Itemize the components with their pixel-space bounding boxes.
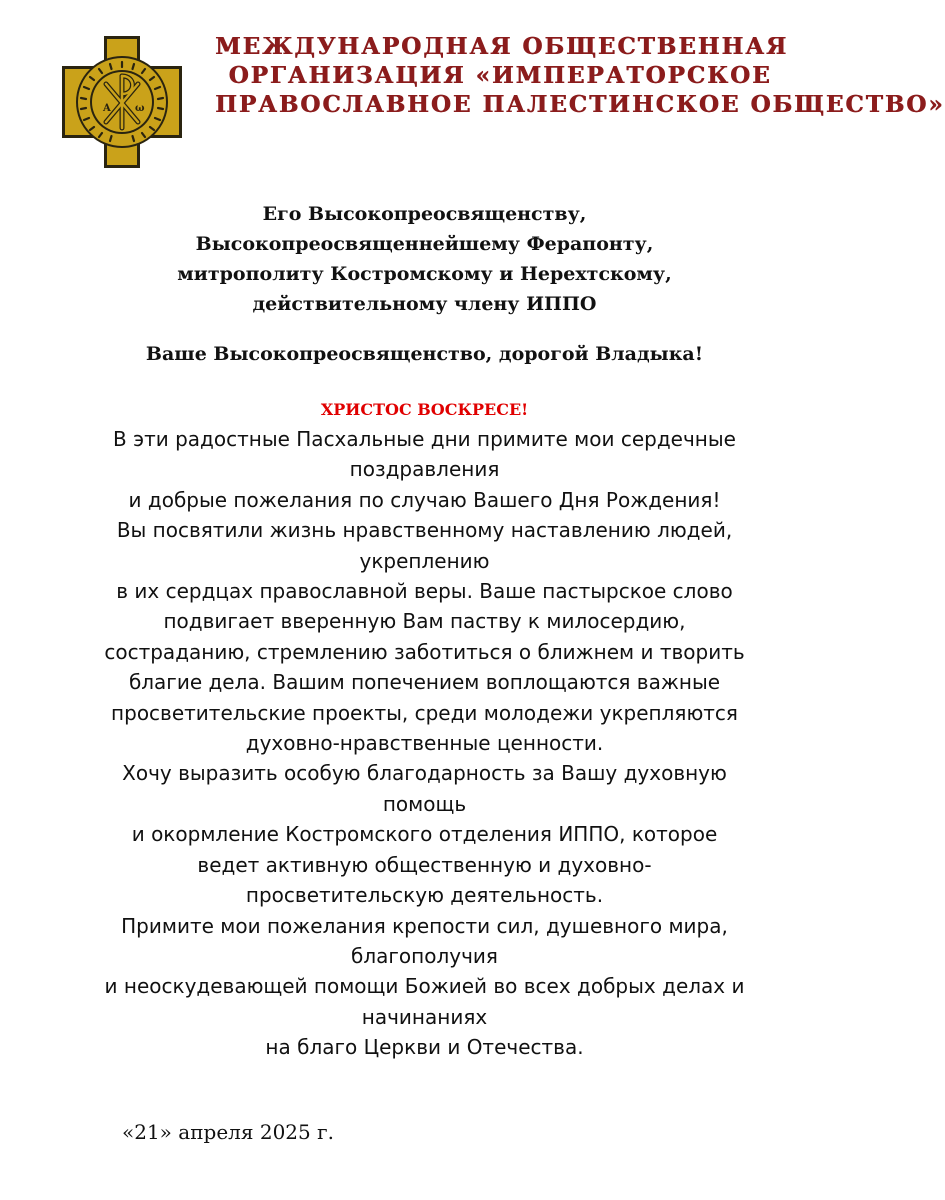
body-line: духовно-нравственные ценности. (245, 731, 604, 756)
addressee-line-2: Высокопреосвященнейшему Ферапонту, (195, 233, 654, 255)
body-line: и окормление Костромского отделения ИППО, которое (131, 822, 718, 847)
body-line: состраданию, стремлению заботиться о ближнем и творить (104, 639, 745, 664)
body-line: В эти радостные Пасхальные дни примите мои сердечные (113, 427, 736, 451)
body-line: на благо Церкви и Отечества. (265, 1035, 584, 1060)
addressee-line-3: митрополиту Костромскому и Нерехтскому, (177, 263, 672, 285)
body-line: Примите мои пожелания крепости сил, душевного мира, (121, 913, 728, 938)
chi-rho-cross-emblem-icon (62, 36, 182, 168)
body-line: ведет активную общественную и духовно- (197, 852, 652, 877)
body-line: благополучия (351, 943, 498, 968)
alpha-letter: Α (103, 103, 111, 114)
body-line: и добрые пожелания по случаю Вашего Дня Рождения! (128, 487, 721, 512)
letter-date: «21» апреля 2025 г. (122, 1120, 334, 1144)
omega-letter: ω (135, 103, 145, 114)
body-line: Хочу выразить особую благодарность за Вашу духовную (122, 761, 727, 786)
org-name-line-3: ПРАВОСЛАВНОЕ ПАЛЕСТИНСКОЕ ОБЩЕСТВО» (215, 91, 945, 118)
organization-name (215, 32, 945, 119)
org-name-line-2: ОРГАНИЗАЦИЯ «ИМПЕРАТОРСКОЕ (228, 62, 772, 89)
body-line: укреплению (359, 548, 490, 573)
body-line: благие дела. Вашим попечением воплощаются важные (128, 670, 721, 695)
body-line: начинаниях (361, 1004, 488, 1029)
org-name-line-1: МЕЖДУНАРОДНАЯ ОБЩЕСТВЕННАЯ (215, 33, 789, 60)
easter-greeting: ХРИСТОС ВОСКРЕСЕ! (320, 400, 529, 419)
body-line: и неоскудевающей помощи Божией во всех добрых делах и (104, 974, 745, 999)
body-line: просветительскую деятельность. (245, 883, 604, 908)
body-line: подвигает вверенную Вам паству к милосердию, (163, 609, 686, 634)
addressee-line-1: Его Высокопреосвященству, (262, 203, 587, 225)
body-line: в их сердцах православной веры. Ваше пастырское слово (116, 579, 733, 604)
letter-body (60, 424, 789, 1063)
body-line: Вы посвятили жизнь нравственному наставлению людей, (116, 518, 733, 543)
addressee-line-4: действительному члену ИППО (252, 293, 597, 315)
body-line: помощь (382, 791, 467, 816)
body-line: просветительские проекты, среди молодежи укрепляются (111, 700, 738, 725)
addressee-block (0, 199, 849, 319)
body-line: поздравления (349, 457, 500, 482)
salutation: Ваше Высокопреосвященство, дорогой Владыка! (145, 343, 704, 365)
letterhead (0, 0, 945, 180)
